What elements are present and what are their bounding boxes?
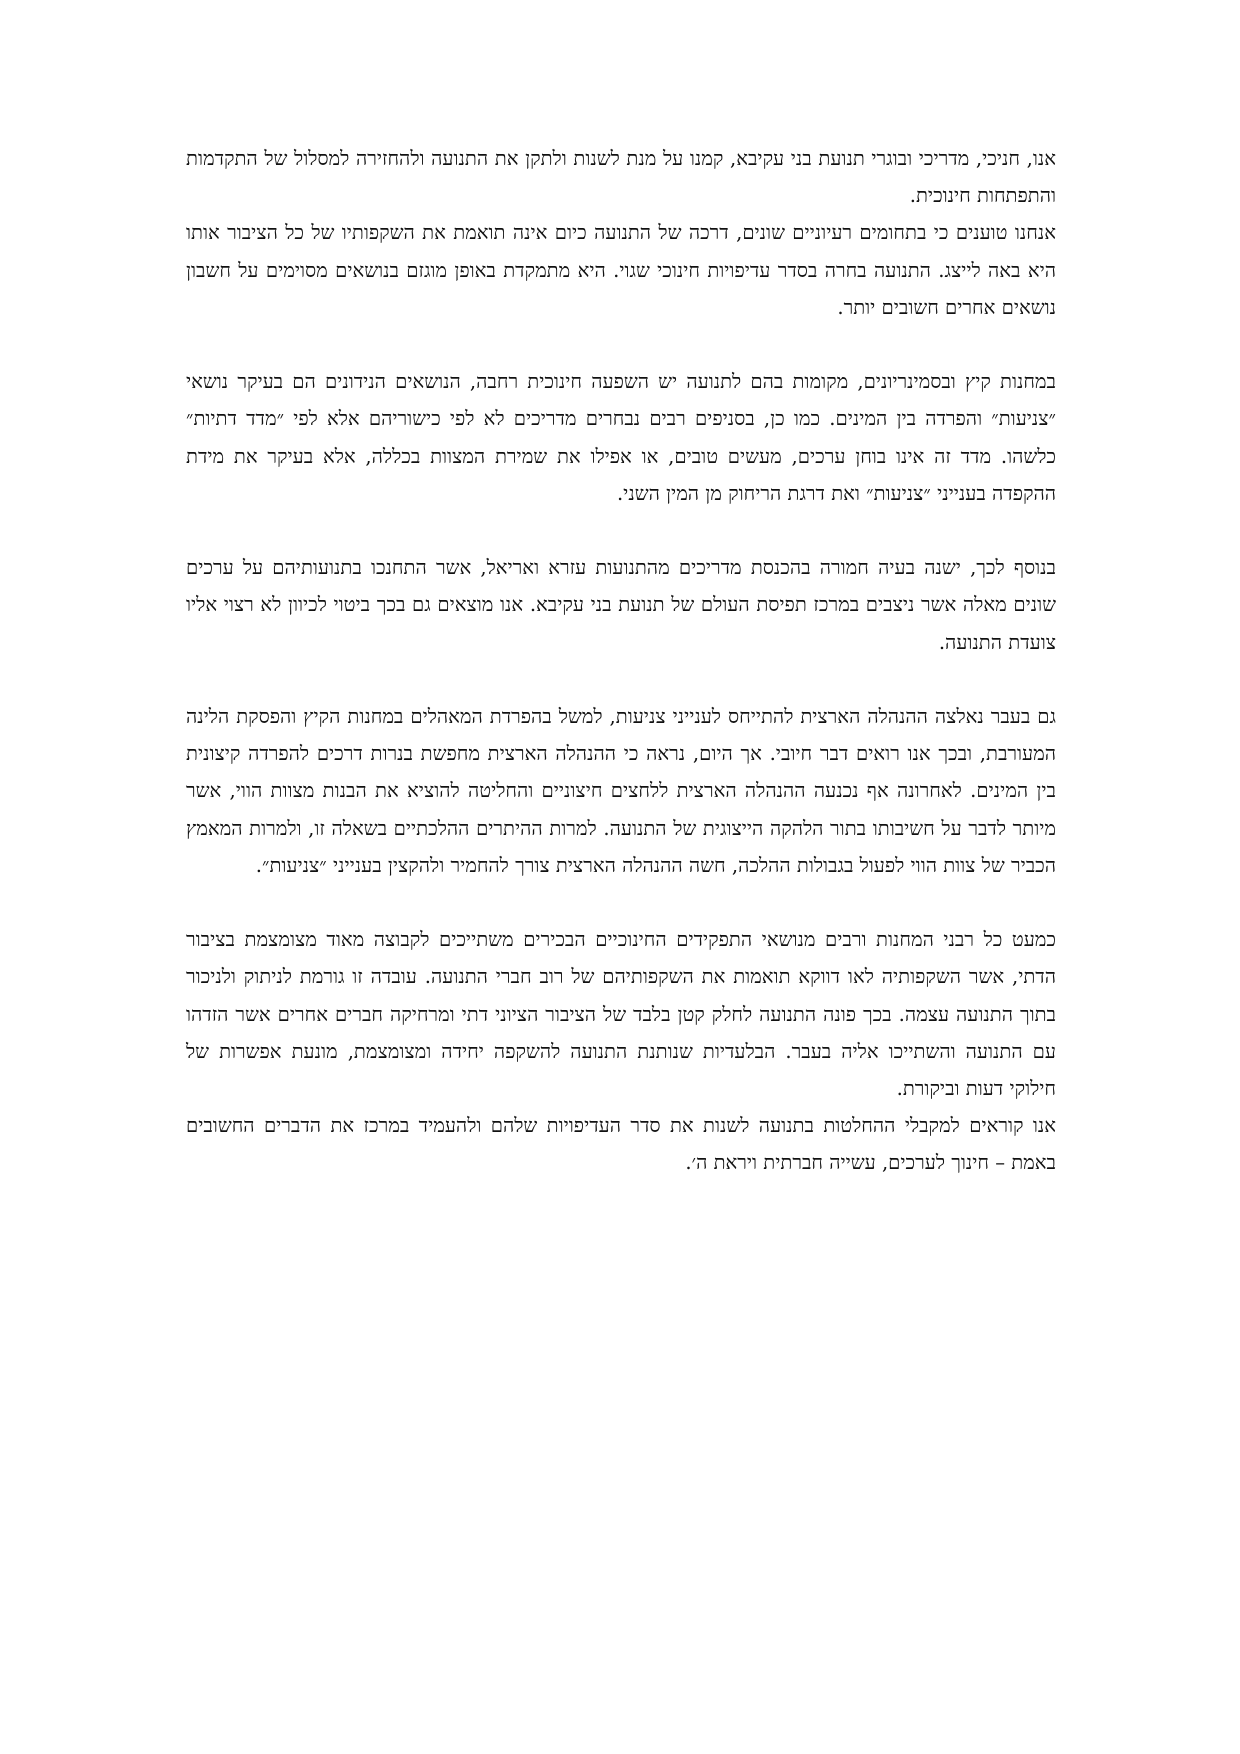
paragraph-camps: במחנות קיץ ובסמינריונים, מקומות בהם לתנועה יש השפעה חינוכית רחבה, הנושאים הנידונים הם בעיקר נושאי ״צניעות״ והפרדה בין המינים. כמו כן, בסניפים רבים נבחרים מדריכים לא לפי כישוריהם אלא לפי ״מדד דתיות״ כלשהו. מדד זה אינו בוחן ערכים, מעשים טובים, או אפילו את שמירת המצוות בכללה, אלא בעיקר את מידת ההקפדה בענייני ״צניעות״ ואת דרגת הריחוק מן המין השני. [186, 370, 1056, 505]
paragraph-spacer [186, 512, 1056, 549]
paragraph-national-board: גם בעבר נאלצה ההנהלה הארצית להתייחס לענייני צניעות, למשל בהפרדת המאהלים במחנות הקיץ והפסקת הלינה המעורבת, ובכך אנו רואים דבר חיובי. אך היום, נראה כי ההנהלה הארצית מחפשת בנרות דרכים להפרדה קיצונית בין המינים. לאחרונה אף נכנעה ההנהלה הארצית ללחצים חיצוניים והחליטה להוציא את הבנות מצוות הווי, אשר מיותר לדבר על חשיבותו בתור הלהקה הייצוגית של התנועה. למרות ההיתרים ההלכתיים בשאלה זו, ולמרות המאמץ הכביר של צוות הווי לפעול בגבולות ההלכה, חשה ההנהלה הארצית צורך להחמיר ולהקצין בענייני ״צניעות״. [186, 705, 1056, 877]
document-body [186, 140, 1056, 1182]
paragraph-counselors: בנוסף לכך, ישנה בעיה חמורה בהכנסת מדריכים מהתנועות עזרא ואריאל, אשר התחנכו בתנועותיהם על ערכים שונים מאלה אשר ניצבים במרכז תפיסת העולם של תנועת בני עקיבא. אנו מוצאים גם בכך ביטוי לכיוון לא רצוי אליו צועדת התנועה. [186, 556, 1056, 654]
paragraph-spacer [186, 884, 1056, 921]
paragraph-spacer [186, 326, 1056, 363]
paragraph-call-to-action: אנו קוראים למקבלי ההחלטות בתנועה לשנות את סדר העדיפויות שלהם ולהעמיד במרכז את הדברים החשובים באמת – חינוך לערכים, עשייה חברתית ויראת ה׳. [186, 1114, 1056, 1175]
paragraph-rabbis: כמעט כל רבני המחנות ורבים מנושאי התפקידים החינוכיים הבכירים משתייכים לקבוצה מאוד מצומצמת בציבור הדתי, אשר השקפותיה לאו דווקא תואמות את השקפותיהם של רוב חברי התנועה. עובדה זו גורמת לניתוק ולניכור בתוך התנועה עצמה. בכך פונה התנועה לחלק קטן בלבד של הציבור הציוני דתי ומרחיקה חברים אחרים אשר הזדהו עם התנועה והשתייכו אליה בעבר. הבלעדיות שנותנת התנועה להשקפה יחידה ומצומצמת, מונעת אפשרות של חילוקי דעות וביקורת. [186, 928, 1056, 1101]
paragraph-claim: אנחנו טוענים כי בתחומים רעיוניים שונים, דרכה של התנועה כיום אינה תואמת את השקפותיו של כל הציבור אותו היא באה לייצג. התנועה בחרה בסדר עדיפויות חינוכי שגוי. היא מתמקדת באופן מוגזם בנושאים מסוימים על חשבון נושאים אחרים חשובים יותר. [186, 221, 1056, 319]
paragraph-opening: אנו, חניכי, מדריכי ובוגרי תנועת בני עקיבא, קמנו על מנת לשנות ולתקן את התנועה ולהחזירה למסלול של התקדמות והתפתחות חינוכית. [186, 147, 1056, 208]
paragraph-spacer [186, 661, 1056, 698]
